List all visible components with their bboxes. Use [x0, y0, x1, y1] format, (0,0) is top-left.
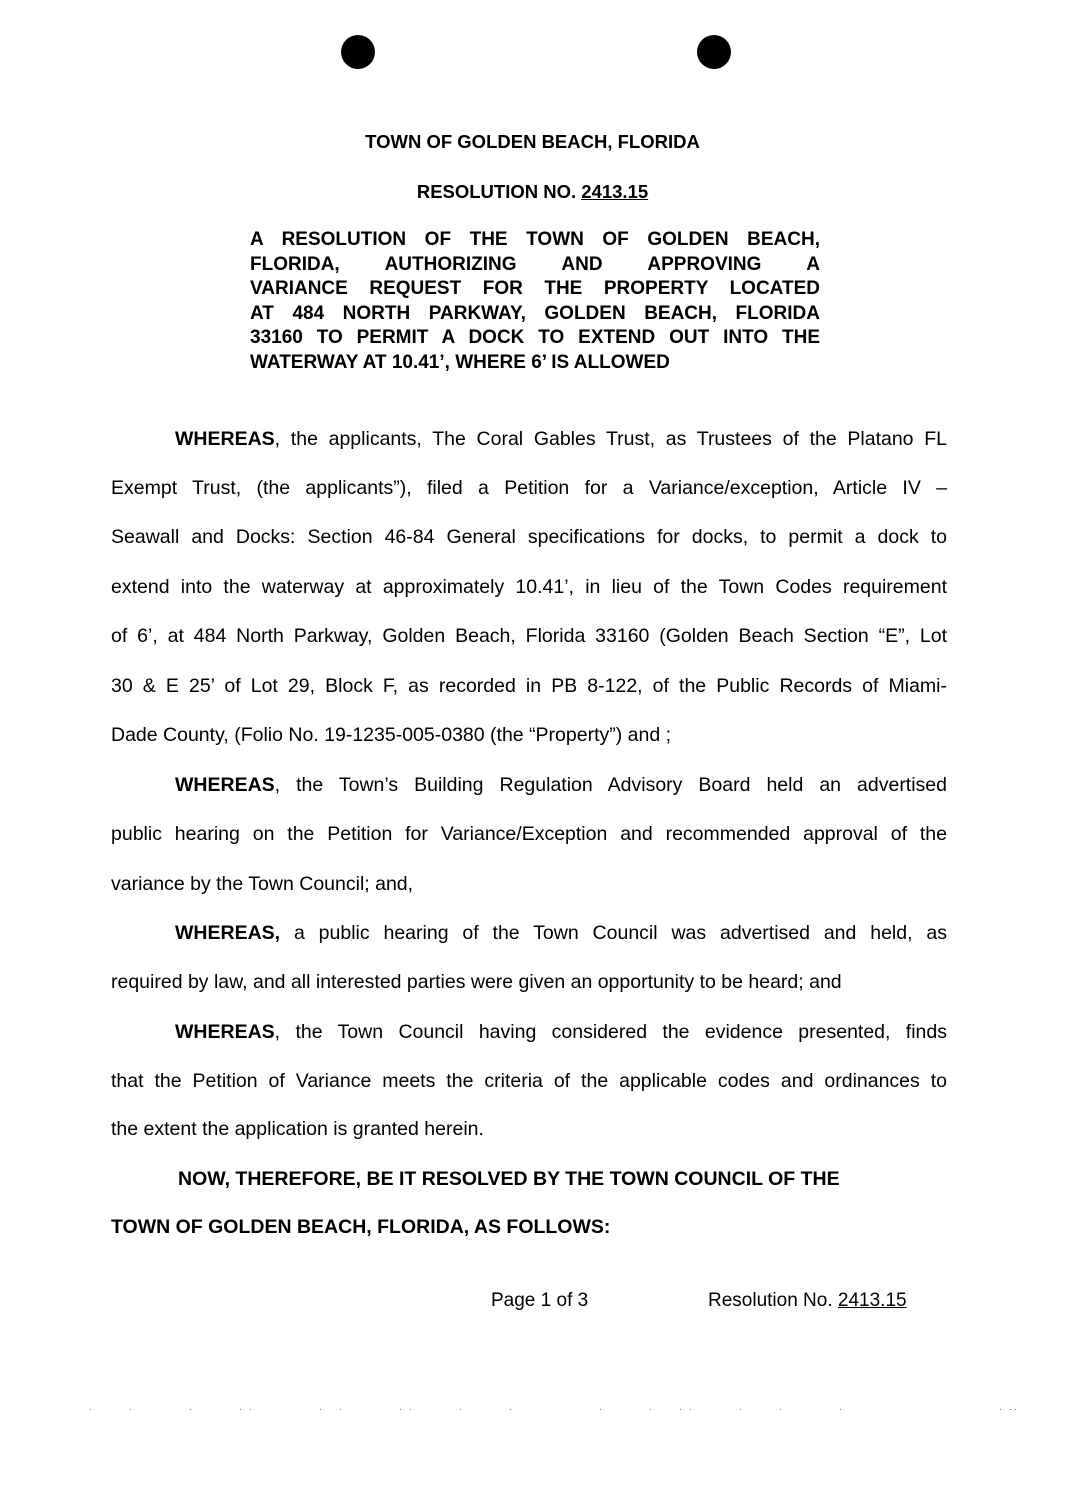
- title-line: 33160 TO PERMIT A DOCK TO EXTEND OUT INTO THE: [250, 327, 820, 348]
- body-line: Seawall and Docks: Section 46-84 General specifications for docks, to permit a dock to: [111, 526, 947, 548]
- speck: [400, 1409, 401, 1410]
- body-text: , the applicants, The Coral Gables Trust, as Trustees of the Platano FL: [274, 428, 947, 450]
- speck: [690, 1409, 691, 1410]
- body-line: [175, 922, 947, 945]
- body-line: of 6’, at 484 North Parkway, Golden Beach, Florida 33160 (Golden Beach Section “E”, Lot: [111, 625, 947, 647]
- whereas-label: WHEREAS,: [175, 922, 281, 944]
- speck: [240, 1409, 241, 1410]
- body-text: , the Town’s Building Regulation Advisory Board held an advertised: [274, 774, 947, 796]
- whereas-label: WHEREAS: [175, 428, 275, 450]
- speck: [1015, 1409, 1016, 1410]
- resolved-clause: NOW, THEREFORE, BE IT RESOLVED BY THE TOWN COUNCIL OF THE: [178, 1168, 840, 1190]
- body-line: required by law, and all interested parties were given an opportunity to be heard; and: [111, 971, 842, 993]
- punch-hole-left: [341, 35, 375, 69]
- resolution-heading: [0, 181, 1065, 203]
- speck: [740, 1409, 741, 1410]
- title-line: A RESOLUTION OF THE TOWN OF GOLDEN BEACH,: [250, 229, 820, 250]
- speck: [250, 1409, 251, 1410]
- footer-resolution: [708, 1290, 907, 1312]
- speck: [780, 1409, 781, 1410]
- resolution-title: [250, 228, 820, 375]
- title-line: AT 484 NORTH PARKWAY, GOLDEN BEACH, FLORIDA: [250, 302, 820, 324]
- body-line: the extent the application is granted herein.: [111, 1118, 484, 1140]
- resolution-prefix: RESOLUTION NO.: [416, 181, 582, 202]
- body-line: 30 & E 25’ of Lot 29, Block F, as recorded in PB 8-122, of the Public Records of Miami-: [111, 675, 947, 697]
- speck: [410, 1409, 411, 1410]
- town-heading: TOWN OF GOLDEN BEACH, FLORIDA: [365, 131, 700, 152]
- body-line: [175, 1021, 947, 1044]
- body-line: [175, 774, 947, 797]
- speck: [340, 1409, 341, 1410]
- whereas-label: WHEREAS: [175, 774, 275, 796]
- speck: [190, 1409, 191, 1410]
- page-number: Page 1 of 3: [491, 1290, 589, 1311]
- speck: [90, 1409, 91, 1410]
- speck: [130, 1409, 131, 1410]
- punch-hole-right: [697, 35, 731, 69]
- scan-noise: [40, 1408, 1020, 1412]
- speck: [1010, 1409, 1011, 1410]
- footer-resolution-number: 2413.15: [837, 1290, 907, 1311]
- body-line: Dade County, (Folio No. 19-1235-005-0380 (the “Property”) and ;: [111, 724, 672, 746]
- body-text: a public hearing of the Town Council was advertised and held, as: [280, 922, 947, 944]
- speck: [1000, 1409, 1001, 1410]
- body-line: Exempt Trust, (the applicants”), filed a Petition for a Variance/exception, Article IV –: [111, 477, 947, 499]
- speck: [650, 1409, 651, 1410]
- body-line: variance by the Town Council; and,: [111, 873, 414, 895]
- speck: [460, 1409, 461, 1410]
- whereas-label: WHEREAS: [175, 1021, 275, 1043]
- footer-resolution-prefix: Resolution No.: [708, 1290, 838, 1311]
- body-line: extend into the waterway at approximately 10.41’, in lieu of the Town Codes requirement: [111, 576, 947, 598]
- speck: [320, 1409, 321, 1410]
- title-line: VARIANCE REQUEST FOR THE PROPERTY LOCATED: [250, 278, 820, 299]
- speck: [600, 1409, 601, 1410]
- body-line: that the Petition of Variance meets the criteria of the applicable codes and ordinances to: [111, 1070, 947, 1092]
- speck: [840, 1409, 841, 1410]
- speck: [680, 1409, 681, 1410]
- title-line: FLORIDA, AUTHORIZING AND APPROVING A: [250, 253, 820, 275]
- title-line: WATERWAY AT 10.41’, WHERE 6’ IS ALLOWED: [250, 351, 670, 373]
- resolved-clause: TOWN OF GOLDEN BEACH, FLORIDA, AS FOLLOWS:: [111, 1216, 611, 1238]
- body-line: [175, 428, 947, 451]
- resolution-number: 2413.15: [581, 181, 649, 202]
- body-line: public hearing on the Petition for Variance/Exception and recommended approval of the: [111, 823, 947, 845]
- body-text: , the Town Council having considered the evidence presented, finds: [274, 1021, 947, 1043]
- speck: [510, 1409, 511, 1410]
